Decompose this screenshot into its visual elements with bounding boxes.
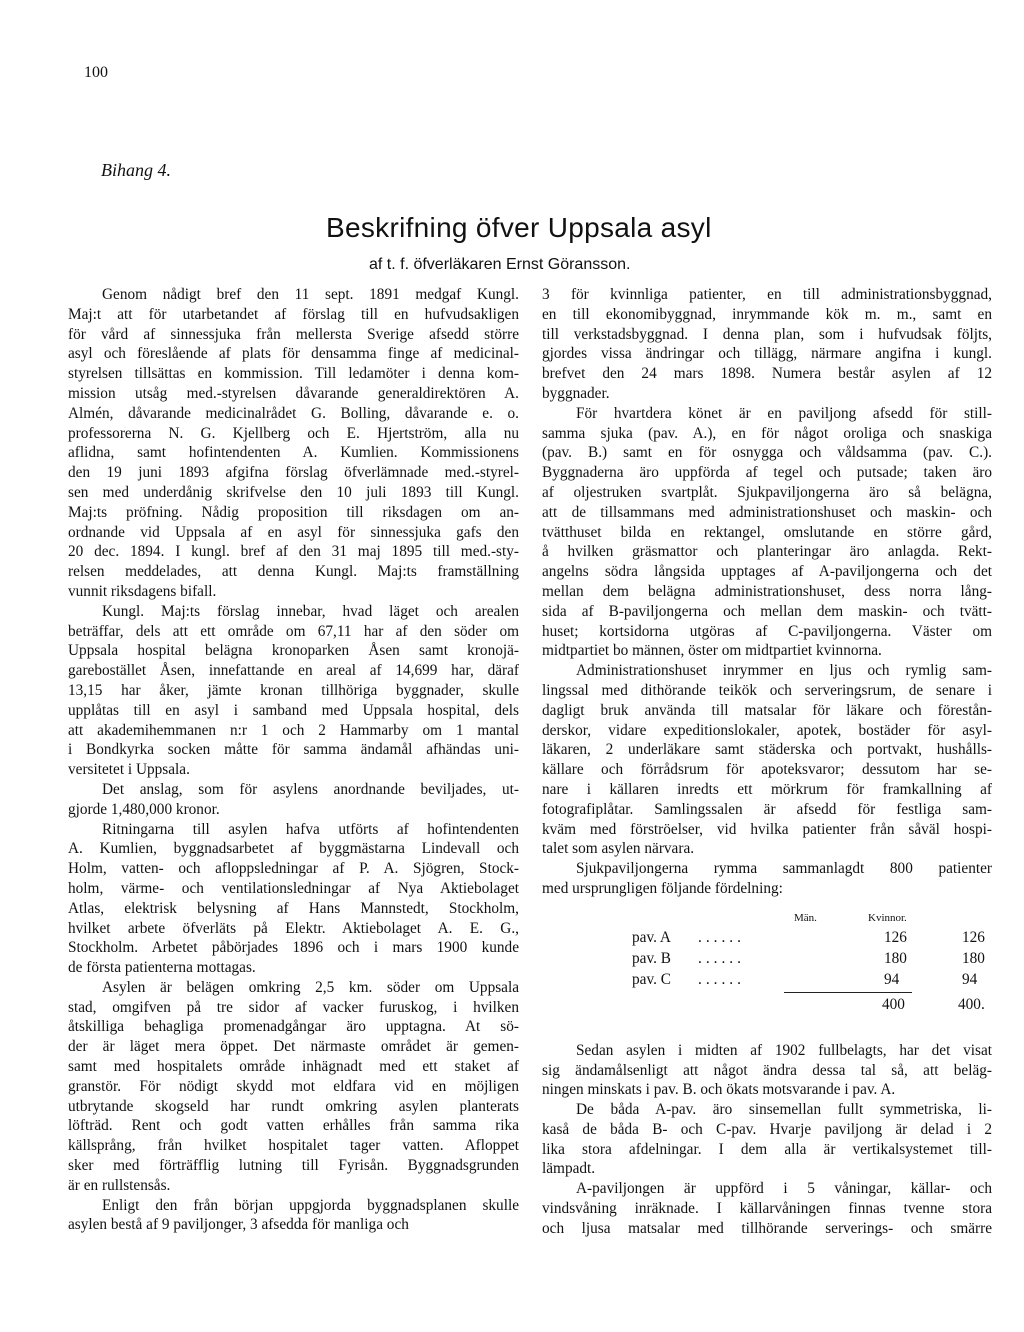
line-text: källare och förrådsrum för apoteksvaror; dessutom har se- xyxy=(542,761,992,779)
men-count: 94 xyxy=(884,970,900,988)
line-text: Maj:ts pröfning. Nådig proposition till riksdagen om an- xyxy=(68,503,519,521)
line-text: asylen bestå af 9 paviljonger, 3 afsedda för manliga och xyxy=(68,1216,409,1234)
women-total: 400. xyxy=(958,995,985,1013)
line-text: upplåtas till en asyl i samband med Uppsala hospital, dels xyxy=(68,701,519,719)
text-line xyxy=(68,364,519,384)
line-text: Holm, vatten- och afloppsledningar af P. A. Sjögren, Stock- xyxy=(68,860,519,878)
line-text: Det anslag, som för asylens anordnande beviljades, ut- xyxy=(102,780,519,798)
text-line xyxy=(68,641,519,661)
text-line xyxy=(68,1116,519,1136)
text-line xyxy=(68,899,519,919)
text-line xyxy=(68,443,519,463)
line-text: utbrytande skogseld har rundt omkring asylen planterats xyxy=(68,1097,519,1115)
line-text: garebostället Åsen, innefattande en areal af 14,699 har, däraf xyxy=(68,662,519,680)
text-line xyxy=(68,1156,519,1176)
leader-dots: ...... xyxy=(698,949,745,967)
text-line xyxy=(68,800,519,820)
right-column xyxy=(542,285,992,1239)
text-line xyxy=(542,820,992,840)
line-text: lika stora afdelningar. I dem alla är vertikalsystemet till- xyxy=(542,1140,992,1158)
line-text: För hvartdera könet är en paviljong afsedd för still- xyxy=(576,404,992,422)
line-text: A-paviljongen är uppförd i 5 våningar, källar- och xyxy=(576,1180,992,1198)
line-text: versitetet i Uppsala. xyxy=(68,761,190,779)
line-text: der är läget mera öppet. Det närmaste området är gemen- xyxy=(68,1038,519,1056)
line-text: är en rullstensås. xyxy=(68,1176,171,1194)
text-line xyxy=(68,384,519,404)
text-line xyxy=(68,879,519,899)
text-line xyxy=(542,1140,992,1160)
text-line xyxy=(68,325,519,345)
line-text: lämpadt. xyxy=(542,1160,596,1178)
text-line xyxy=(542,424,992,444)
line-text: angelns södra långsida upptages af A-paviljongerna och det xyxy=(542,563,992,581)
text-line xyxy=(68,1077,519,1097)
line-text: derskor, vidare expeditionslokaler, apotek, bostäder för asyl- xyxy=(542,721,992,739)
text-line xyxy=(68,681,519,701)
text-line xyxy=(68,1017,519,1037)
line-text: Atlas, elektrisk belysning af Hans Mannstedt, Stockholm, xyxy=(68,899,519,917)
text-line xyxy=(68,344,519,364)
text-line xyxy=(542,463,992,483)
line-text: relsen meddelades, att denna Kungl. Maj:ts framställning xyxy=(68,563,519,581)
text-line xyxy=(68,1057,519,1077)
text-line xyxy=(68,938,519,958)
line-text: källsprång, från hvilket hospitalet tager vatten. Afloppet xyxy=(68,1137,519,1155)
line-text: 20 dec. 1894. I kungl. bref af den 31 maj 1895 till med.-sty- xyxy=(68,543,519,561)
text-line xyxy=(542,1080,992,1100)
text-line xyxy=(542,681,992,701)
line-text: Almén, dåvarande medicinalrådet G. Bolling, dåvarande e. o. xyxy=(68,404,519,422)
line-text: sker med förträfflig lutning till Fyrisån. Byggnadsgrunden xyxy=(68,1157,519,1175)
text-line xyxy=(542,325,992,345)
line-text: att akademihemmanen n:r 1 och 2 Hammarby om 1 mantal xyxy=(68,721,519,739)
text-line xyxy=(542,1100,992,1120)
line-text: (pav. B.) samt en för osnygga och våldsamma (pav. C.). xyxy=(542,444,992,462)
text-line xyxy=(68,859,519,879)
line-text: 13,15 har åker, jämte kronan tillhöriga byggnader, skulle xyxy=(68,681,519,699)
text-line xyxy=(542,800,992,820)
text-line xyxy=(542,701,992,721)
women-count: 180 xyxy=(962,949,985,967)
text-line xyxy=(542,879,992,899)
leader-dots: ...... xyxy=(698,970,745,988)
line-text: läkaren, 2 underläkare samt städerska och portvakt, hushålls- xyxy=(542,741,992,759)
text-line xyxy=(542,443,992,463)
line-text: sen med underdånig skrifvelse den 10 juli 1893 till Kungl. xyxy=(68,483,519,501)
line-text: Enligt den från början uppgjorda byggnadsplanen skulle xyxy=(102,1196,519,1214)
line-text: aflidna, samt hofintendenten A. Kumlien. Kommissionens xyxy=(68,444,519,462)
text-line xyxy=(68,701,519,721)
line-text: kväm med förströelser, vid hvilka patienter från såväl hospi- xyxy=(542,820,992,838)
text-line xyxy=(68,285,519,305)
text-line xyxy=(542,582,992,602)
line-text: de första patienterna mottagas. xyxy=(68,959,256,977)
line-text: till verkstadsbyggnad. I denna plan, som i hufvudsak följts, xyxy=(542,325,992,343)
line-text: Sjukpaviljongerna rymma sammanlagdt 800 patienter xyxy=(576,860,992,878)
line-text: Uppsala hospital belägna kronoparken Åsen samt kronojä- xyxy=(68,642,519,660)
text-line xyxy=(542,1219,992,1239)
text-line xyxy=(542,1041,992,1061)
line-text: brefvet den 24 mars 1898. Numera består asylen af 12 xyxy=(542,365,992,383)
line-text: att de tillsammans med administrationshuset och maskin- och xyxy=(542,503,992,521)
text-line xyxy=(542,1120,992,1140)
text-line xyxy=(68,305,519,325)
text-line xyxy=(542,641,992,661)
line-text: för vård af sinnessjuka från mellersta Sverige afsedd större xyxy=(68,325,519,343)
text-line xyxy=(542,523,992,543)
text-line xyxy=(68,978,519,998)
line-text: Sedan asylen i midten af 1902 fullbelagts, har det visat xyxy=(576,1041,992,1059)
line-text: ordnande vid Uppsala af en asyl för sinnessjuka gafs den xyxy=(68,523,519,541)
line-text: granstör. För nödigt skydd mot eldfara vid en möjligen xyxy=(68,1077,519,1095)
text-line xyxy=(542,1199,992,1219)
line-text: dagligt bruk använda till matsalar för läkare och förestån- xyxy=(542,701,992,719)
text-line xyxy=(68,740,519,760)
line-text: en till ekonomibyggnad, inrymmande kök m. m., samt en xyxy=(542,305,992,323)
text-line xyxy=(68,919,519,939)
line-text: lingssal med dithörande teikök och serveringsrum, de senare i xyxy=(542,681,992,699)
line-text: styrelsen tillsättas en kommission. Till ledamöter i denna kom- xyxy=(68,365,519,383)
line-text: tvätthuset bilda en rektangel, omslutande en större gård, xyxy=(542,523,992,541)
text-line xyxy=(68,998,519,1018)
line-text: å hvilken gräsmattor och planteringar äro anlagda. Rekt- xyxy=(542,543,992,561)
line-text: Ritningarna till asylen hafva utförts af hofintendenten xyxy=(102,820,519,838)
text-line xyxy=(68,780,519,800)
line-text: Kungl. Maj:ts förslag innebar, hvad läget och arealen xyxy=(102,602,519,620)
text-line xyxy=(542,1159,992,1179)
text-line xyxy=(68,503,519,523)
text-line xyxy=(542,483,992,503)
text-line xyxy=(542,404,992,424)
table-row xyxy=(632,970,992,990)
right-column-bottom-text xyxy=(542,1041,992,1239)
line-text: gjordes vissa ändringar och tillägg, närmare angifna i kungl. xyxy=(542,345,992,363)
author-line: af t. f. öfverläkaren Ernst Göransson. xyxy=(369,256,631,273)
line-text: gjorde 1,480,000 kronor. xyxy=(68,800,220,818)
line-text: och ljusa matsalar med tillhörande serverings- och smärre xyxy=(542,1219,992,1237)
text-line xyxy=(542,839,992,859)
text-line xyxy=(542,503,992,523)
text-line xyxy=(68,721,519,741)
line-text: nare i källaren inredts ett mörkrum för framkallning af xyxy=(542,780,992,798)
text-line xyxy=(542,859,992,879)
text-line xyxy=(68,523,519,543)
line-text: huset; kortsidorna utgöras af C-paviljongerna. Väster om xyxy=(542,622,992,640)
text-line xyxy=(68,582,519,602)
text-line xyxy=(68,661,519,681)
text-line xyxy=(68,839,519,859)
line-text: ningen minskats i pav. B. och ökats motsvarande i pav. A. xyxy=(542,1081,896,1099)
line-text: vindsvåning inräknade. I källarvåningen finnas tvenne stora xyxy=(542,1200,992,1218)
text-line xyxy=(542,384,992,404)
pavilion-label: pav. C xyxy=(632,970,671,988)
line-text: vunnit riksdagens bifall. xyxy=(68,582,217,600)
left-column xyxy=(68,285,519,1235)
line-text: talet som asylen närvara. xyxy=(542,840,695,858)
text-line xyxy=(68,622,519,642)
pavilion-label: pav. B xyxy=(632,949,671,967)
text-line xyxy=(68,424,519,444)
line-text: fotografiplåtar. Samlingssalen är afsedd för festliga sam- xyxy=(542,800,992,818)
text-line xyxy=(542,1061,992,1081)
line-text: Byggnaderna äro uppförda af tegel och putsade; taken äro xyxy=(542,464,992,482)
line-text: sig ändamålsenligt att något ändra dessa tal så, att beläg- xyxy=(542,1061,992,1079)
line-text: byggnader. xyxy=(542,384,610,402)
line-text: samma sjuka (pav. A.), en för något oroliga och snaskiga xyxy=(542,424,992,442)
line-text: samt med hospitalets område inhägnadt med ett staket af xyxy=(68,1058,519,1076)
men-count: 126 xyxy=(884,928,907,946)
appendix-label: Bihang 4. xyxy=(101,160,171,180)
table-sum-rule xyxy=(784,992,912,993)
text-line xyxy=(68,958,519,978)
line-text: mission utsåg med.-styrelsen dåvarande generaldirektören A. xyxy=(68,384,519,402)
women-count: 94 xyxy=(962,970,978,988)
text-line xyxy=(68,820,519,840)
table-header-men: Män. xyxy=(794,911,817,924)
right-column-top-text xyxy=(542,285,992,899)
distribution-table xyxy=(542,909,992,1029)
text-line xyxy=(542,344,992,364)
line-text: hvilket arbete öfverläts på Elektr. Aktiebolaget A. E. G., xyxy=(68,919,519,937)
line-text: beträffar, dels att ett område om 67,11 har af den söder om xyxy=(68,622,519,640)
text-line xyxy=(68,483,519,503)
line-text: A. Kumlien, byggnadsarbetet af byggmästarna Lindevall och xyxy=(68,840,519,858)
line-text: åtskilliga behagliga promenadgångar äro upptagna. At sö- xyxy=(68,1018,519,1036)
text-line xyxy=(542,602,992,622)
line-text: midtpartiet bo männen, öster om midtpartiet kvinnorna. xyxy=(542,642,882,660)
text-line xyxy=(542,285,992,305)
table-row xyxy=(632,949,992,969)
men-total: 400 xyxy=(882,995,905,1013)
text-line xyxy=(542,562,992,582)
text-line xyxy=(68,602,519,622)
line-text: kaså de båda B- och C-pav. Hvarje paviljong är delad i 2 xyxy=(542,1120,992,1138)
text-line xyxy=(68,542,519,562)
line-text: i Bondkyrka socken måtte för samma ändamål afhändas uni- xyxy=(68,741,519,759)
text-line xyxy=(68,562,519,582)
line-text: holm, värme- och ventilationsledningar af Nya Aktiebolaget xyxy=(68,879,519,897)
page-number: 100 xyxy=(84,64,108,81)
text-line xyxy=(68,1215,519,1235)
text-line xyxy=(542,1179,992,1199)
line-text: sida af B-paviljongerna och mellan dem maskin- och tvätt- xyxy=(542,602,992,620)
text-line xyxy=(542,740,992,760)
line-text: asyl och föreslående af plats för densamma finge af medicinal- xyxy=(68,345,519,363)
line-text: af oljestruken svartplåt. Sjukpaviljongerna äro så belägna, xyxy=(542,483,992,501)
text-line xyxy=(542,542,992,562)
line-text: Stockholm. Arbetet påbörjades 1896 och i mars 1900 kunde xyxy=(68,939,519,957)
line-text: med ursprungligen följande fördelning: xyxy=(542,879,783,897)
text-line xyxy=(68,1037,519,1057)
text-line xyxy=(542,622,992,642)
text-line xyxy=(68,760,519,780)
women-count: 126 xyxy=(962,928,985,946)
text-line xyxy=(68,404,519,424)
text-line xyxy=(542,760,992,780)
line-text: De båda A-pav. äro sinsemellan fullt symmetriska, li- xyxy=(576,1101,992,1119)
line-text: mellan dem belägna administrationshuset, dess norra lång- xyxy=(542,582,992,600)
leader-dots: ...... xyxy=(698,928,745,946)
line-text: stad, omgifven på tre sidor af vacker furuskog, i hvilken xyxy=(68,998,519,1016)
men-count: 180 xyxy=(884,949,907,967)
text-line xyxy=(542,780,992,800)
line-text: Genom nådigt bref den 11 sept. 1891 medgaf Kungl. xyxy=(102,286,519,303)
line-text: professorerna N. G. Kjellberg och E. Hjertström, alla nu xyxy=(68,424,519,442)
line-text: den 19 juni 1893 afgifna förslag öfverlämnade med.-styrel- xyxy=(68,464,519,482)
line-text: Maj:t att för utarbetandet af förslag till en hufvudsakligen xyxy=(68,305,519,323)
table-header-women: Kvinnor. xyxy=(868,911,907,924)
text-line xyxy=(68,1097,519,1117)
text-line xyxy=(68,463,519,483)
text-line xyxy=(68,1176,519,1196)
pavilion-label: pav. A xyxy=(632,928,671,946)
text-line xyxy=(68,1196,519,1216)
page-title: Beskrifning öfver Uppsala asyl xyxy=(326,212,712,243)
line-text: 3 för kvinnliga patienter, en till administrationsbyggnad, xyxy=(542,286,992,303)
text-line xyxy=(542,364,992,384)
table-row xyxy=(632,928,992,948)
text-line xyxy=(542,661,992,681)
text-line xyxy=(542,721,992,741)
text-line xyxy=(542,305,992,325)
line-text: Asylen är belägen omkring 2,5 km. söder om Uppsala xyxy=(102,978,519,996)
line-text: löfträd. Rent och godt vatten erhålles från samma rika xyxy=(68,1117,519,1135)
line-text: Administrationshuset inrymmer en ljus och rymlig sam- xyxy=(576,662,992,680)
text-line xyxy=(68,1136,519,1156)
